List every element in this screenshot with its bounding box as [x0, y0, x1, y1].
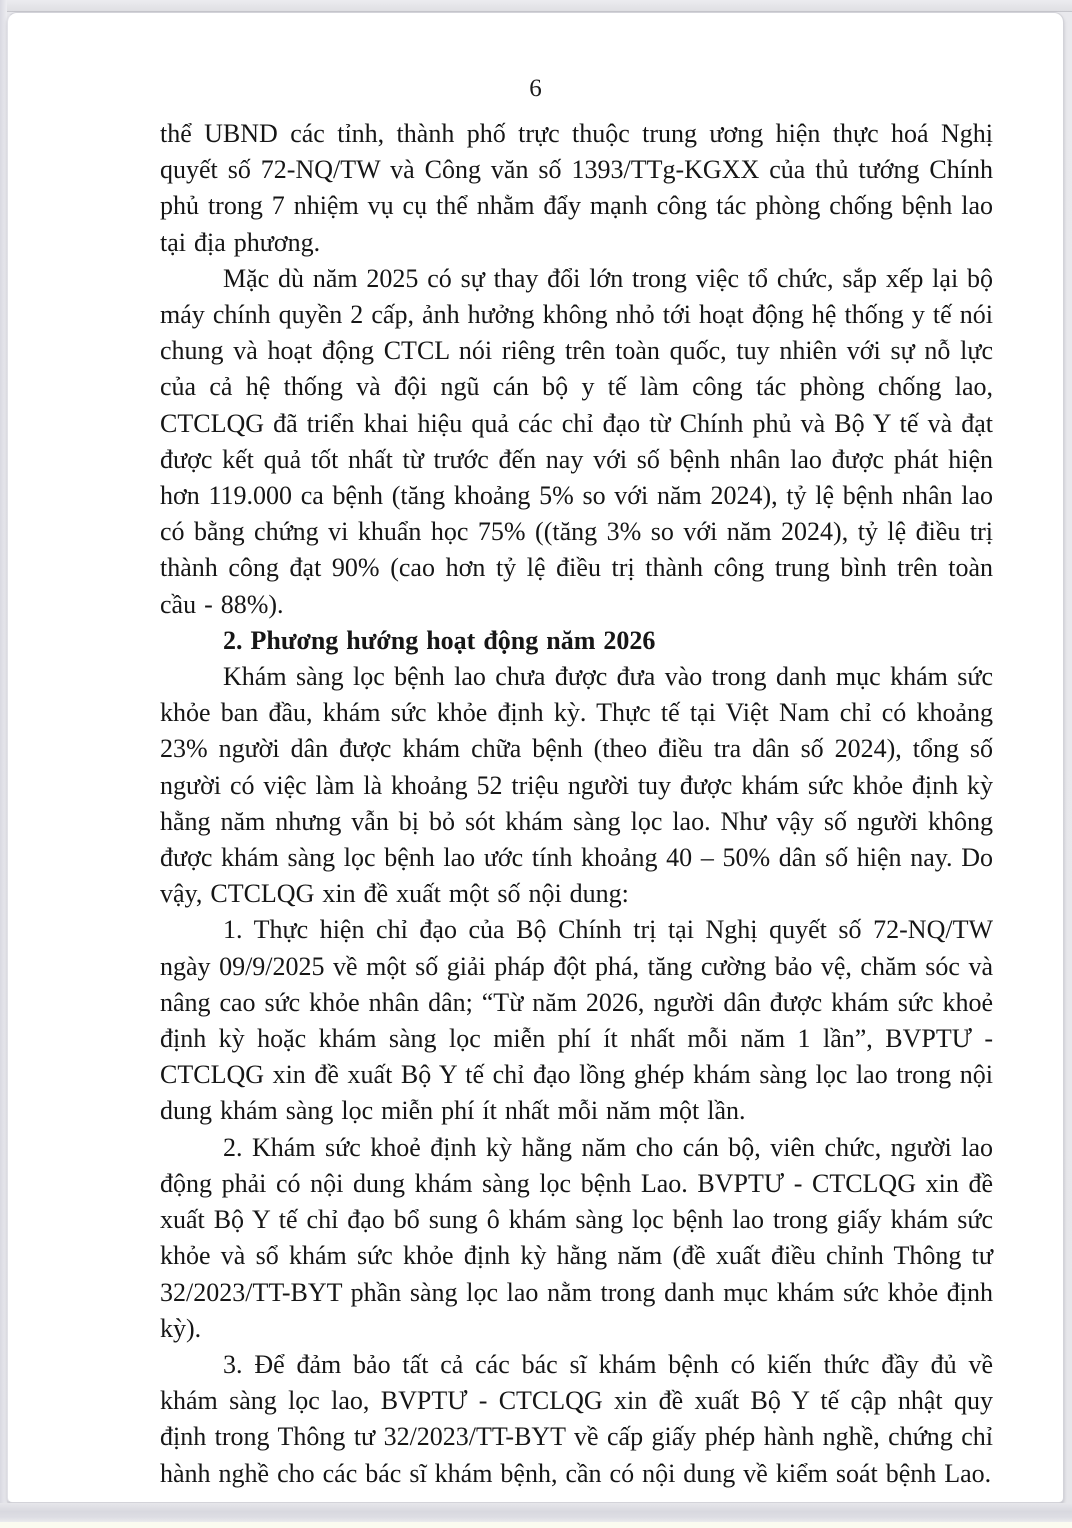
- top-margin-strip: [0, 0, 1072, 12]
- paragraph: 2. Khám sức khoẻ định kỳ hằng năm cho cán bộ, viên chức, người lao động phải có nội dung khám sàng lọc bệnh Lao. BVPTƯ - CTCLQG xin đề xuất Bộ Y tế chỉ đạo bổ sung ô khám sàng lọc bệnh lao trong giấy khám sức khỏe và sổ khám sức khỏe định kỳ hằng năm (đề xuất điều chỉnh Thông tư 32/2023/TT-BYT phần sàng lọc lao nằm trong danh mục khám sức khỏe định kỳ).: [160, 1132, 993, 1343]
- page-number: 6: [529, 75, 542, 102]
- paragraph: Khám sàng lọc bệnh lao chưa được đưa vào trong danh mục khám sức khỏe ban đầu, khám sức khỏe định kỳ. Thực tế tại Việt Nam chỉ có khoảng 23% người dân được khám chữa bệnh (theo điều tra dân số 2024), tổng số người có việc làm là khoảng 52 triệu người tuy được khám sức khỏe định kỳ hằng năm nhưng vẫn bị bỏ sót khám sàng lọc lao. Như vậy số người không được khám sàng lọc bệnh lao ước tính khoảng 40 – 50% dân số hiện nay. Do vậy, CTCLQG xin đề xuất một số nội dung:: [160, 662, 993, 909]
- page-gap-band: [0, 1503, 1072, 1522]
- paragraph: Mặc dù năm 2025 có sự thay đổi lớn trong việc tổ chức, sắp xếp lại bộ máy chính quyền 2 cấp, ảnh hưởng không nhỏ tới hoạt động hệ thống y tế nói chung và hoạt động CTCL nói riêng trên toàn quốc, tuy nhiên với sự nỗ lực của cả hệ thống và đội ngũ cán bộ y tế làm công tác phòng chống lao, CTCLQG đã triển khai hiệu quả các chỉ đạo từ Chính phủ và Bộ Y tế và đạt được kết quả tốt nhất từ trước đến nay với số bệnh nhân lao được phát hiện hơn 119.000 ca bệnh (tăng khoảng 5% so với năm 2024), tỷ lệ bệnh nhân lao có bằng chứng vi khuẩn học 75% ((tăng 3% so với năm 2024), tỷ lệ điều trị thành công đạt 90% (cao hơn tỷ lệ điều trị thành công trung bình trên toàn cầu - 88%).: [160, 263, 993, 619]
- paragraph: 1. Thực hiện chỉ đạo của Bộ Chính trị tại Nghị quyết số 72-NQ/TW ngày 09/9/2025 về một số giải pháp đột phá, tăng cường bảo vệ, chăm sóc và nâng cao sức khỏe nhân dân; “Từ năm 2026, người dân được khám sức khoẻ định kỳ hoặc khám sàng lọc miễn phí ít nhất mỗi năm 1 lần”, BVPTƯ - CTCLQG xin đề xuất Bộ Y tế chỉ đạo lồng ghép khám sàng lọc lao trong nội dung khám sàng lọc miễn phí ít nhất mỗi năm một lần.: [160, 915, 993, 1126]
- paragraph: 3. Để đảm bảo tất cả các bác sĩ khám bệnh có kiến thức đầy đủ về khám sàng lọc lao, BVPTƯ - CTCLQG xin đề xuất Bộ Y tế cập nhật quy định trong Thông tư 32/2023/TT-BYT về cấp giấy phép hành nghề, chứng chỉ hành nghề cho các bác sĩ khám bệnh, cần có nội dung về kiểm soát bệnh Lao.: [160, 1349, 993, 1488]
- section-heading: 2. Phương hướng hoạt động năm 2026: [223, 625, 656, 655]
- paragraph: thể UBND các tỉnh, thành phố trực thuộc trung ương hiện thực hoá Nghị quyết số 72-NQ/TW và Công văn số 1393/TTg-KGXX của thủ tướng Chính phủ trong 7 nhiệm vụ cụ thể nhằm đẩy mạnh công tác phòng chống bệnh lao tại địa phương.: [160, 119, 993, 257]
- next-page-edge: [0, 1522, 1072, 1528]
- document-body: [160, 116, 993, 1492]
- left-margin-strip: [0, 0, 7, 1528]
- scanned-page: [7, 12, 1064, 1503]
